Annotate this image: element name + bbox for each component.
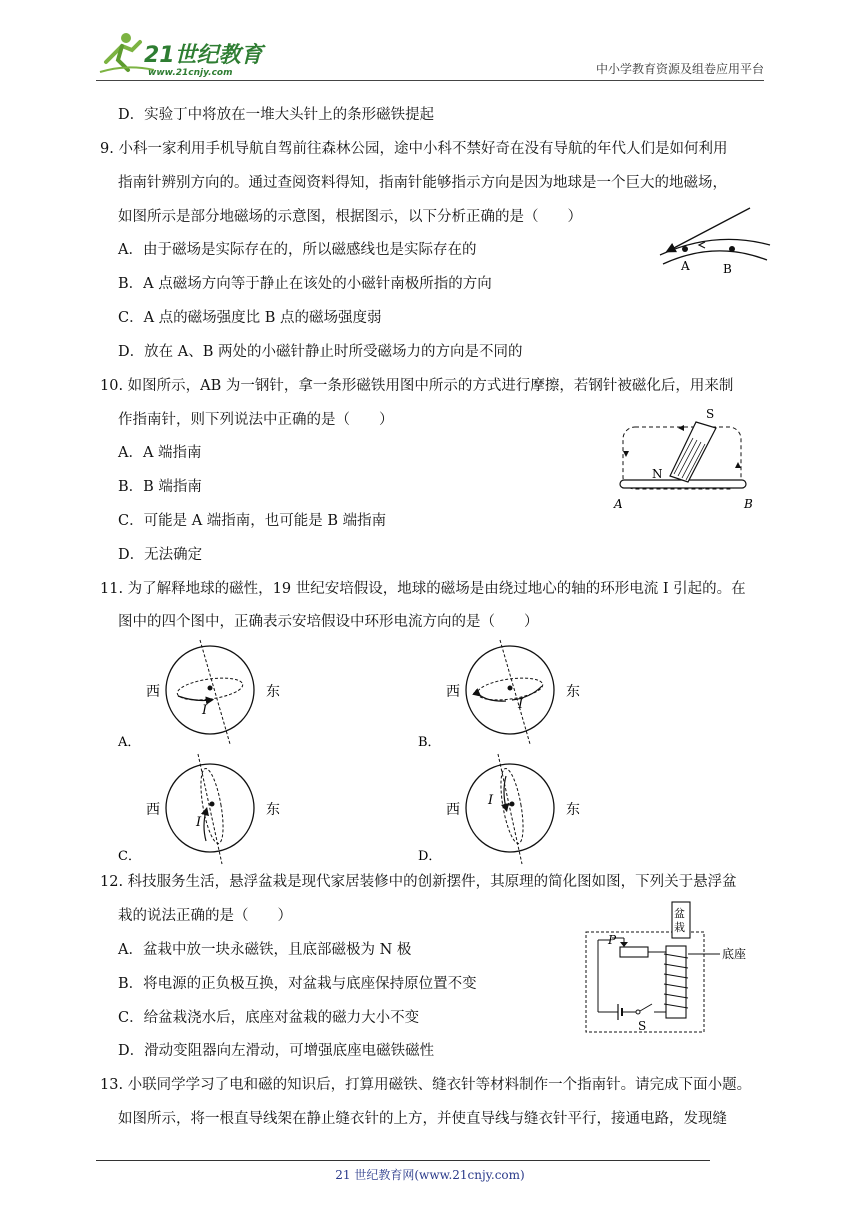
- label-s: S: [706, 407, 715, 421]
- q13-stem-1: 13. 小联同学学习了电和磁的知识后，打算用磁铁、缝衣针等材料制作一个指南针。请完成下面小题。: [100, 1077, 752, 1093]
- q12-option-c: C．给盆栽浇水后，底座对盆栽的磁力大小不变: [118, 1010, 420, 1026]
- option-d-label: D．: [418, 849, 442, 864]
- label-n: N: [652, 467, 663, 481]
- q9-option-d: D．放在 A、B 两处的小磁针静止时所受磁场力的方向是不同的: [118, 344, 523, 360]
- q10-option-d: D．无法确定: [118, 547, 203, 563]
- footer-text: 21 世纪教育网(www.21cnjy.com): [335, 1168, 525, 1182]
- q10-stem-2: 作指南针，则下列说法中正确的是（ ）: [118, 412, 394, 428]
- q11-stem-2: 图中的四个图中，正确表示安培假设中环形电流方向的是（ ）: [118, 614, 539, 630]
- current-label: I: [202, 703, 208, 718]
- q9-stem-3: 如图所示是部分地磁场的示意图，根据图示，以下分析正确的是（ ）: [118, 209, 582, 225]
- west-label: 西: [446, 802, 460, 818]
- q12-stem-2: 栽的说法正确的是（ ）: [118, 908, 292, 924]
- west-label: 西: [146, 802, 160, 818]
- diagram-b: [418, 640, 580, 750]
- q10-stem-1: 10. 如图所示，AB 为一钢针，拿一条形磁铁用图中所示的方式进行摩擦，若钢针被磁化后，用来制: [100, 378, 734, 394]
- q11-stem-1: 11. 为了解释地球的磁性，19 世纪安培假设，地球的磁场是由绕过地心的轴的环形电流 I 引起的。在: [100, 581, 746, 597]
- current-label: I: [518, 697, 524, 712]
- p-label: P: [608, 933, 617, 947]
- q10-option-a: A．A 端指南: [118, 445, 202, 461]
- q9-option-c: C．A 点的磁场强度比 B 点的磁场强度弱: [118, 310, 382, 326]
- diagram-c: [118, 754, 280, 864]
- label-a: A: [614, 497, 623, 511]
- point-a: [682, 246, 688, 252]
- current-label: I: [196, 815, 202, 830]
- q12-option-d: D．滑动变阻器向左滑动，可增强底座电磁铁磁性: [118, 1043, 435, 1059]
- point-b: [729, 246, 735, 252]
- label-b: B: [744, 497, 753, 511]
- label-a: A: [681, 259, 690, 273]
- q12-figure: [582, 900, 762, 1040]
- q9-option-a: A．由于磁场是实际存在的，所以磁感线也是实际存在的: [118, 242, 477, 258]
- platform-name: 中小学教育资源及组卷应用平台: [595, 62, 764, 76]
- q12-option-a: A．盆栽中放一块永磁铁，且底部磁极为 N 极: [118, 942, 412, 958]
- current-label: I: [488, 793, 494, 808]
- logo-url: www.21cnjy.com: [148, 68, 233, 78]
- q9-stem-2: 指南针辨别方向的。通过查阅资料得知，指南针能够指示方向是因为地球是一个巨大的地磁场，: [118, 175, 727, 191]
- q9-stem-1: 9. 小科一家利用手机导航自驾前往森林公园，途中小科不禁好奇在没有导航的年代人们是如何利用: [100, 141, 728, 157]
- q9-figure: [655, 200, 775, 280]
- east-label: 东: [566, 802, 580, 818]
- planter-label-2: 栽: [674, 921, 685, 934]
- q13-stem-2: 如图所示，将一根直导线架在静止缝衣针的上方，并使直导线与缝衣针平行，接通电路，发现缝: [118, 1111, 727, 1127]
- east-label: 东: [266, 802, 280, 818]
- option-c-label: C．: [118, 849, 141, 864]
- q12-option-b: B．将电源的正负极互换，对盆栽与底座保持原位置不变: [118, 976, 477, 992]
- west-label: 西: [146, 684, 160, 700]
- site-logo: [96, 28, 266, 80]
- logo-main: 21世纪教育: [144, 43, 263, 68]
- diagram-a: [117, 640, 280, 750]
- diagram-d: [418, 754, 580, 864]
- s-label: S: [638, 1019, 647, 1033]
- q12-stem-1: 12. 科技服务生活，悬浮盆栽是现代家居装修中的创新摆件，其原理的简化图如图，下列关于悬浮盆: [100, 874, 737, 890]
- planter-label-1: 盆: [674, 907, 685, 920]
- east-label: 东: [266, 684, 280, 700]
- label-b: B: [723, 262, 732, 276]
- base-label: 底座: [722, 947, 747, 961]
- option-b-label: B．: [418, 735, 441, 750]
- q10-option-b: B．B 端指南: [118, 479, 202, 495]
- bar-magnet: [670, 422, 716, 482]
- q8-option-d: D．实验丁中将放在一堆大头针上的条形磁铁提起: [118, 107, 435, 123]
- option-a-label: A．: [118, 735, 141, 750]
- q10-option-c: C．可能是 A 端指南，也可能是 B 端指南: [118, 513, 387, 529]
- footer-rule: [96, 1160, 710, 1161]
- header-rule: [96, 80, 764, 81]
- rheostat: [620, 947, 648, 957]
- east-label: 东: [566, 684, 580, 700]
- q9-option-b: B．A 点磁场方向等于静止在该处的小磁针南极所指的方向: [118, 276, 492, 292]
- q10-figure: [608, 402, 758, 512]
- q11-figure: [110, 636, 590, 866]
- steel-needle: [620, 480, 746, 488]
- west-label: 西: [446, 684, 460, 700]
